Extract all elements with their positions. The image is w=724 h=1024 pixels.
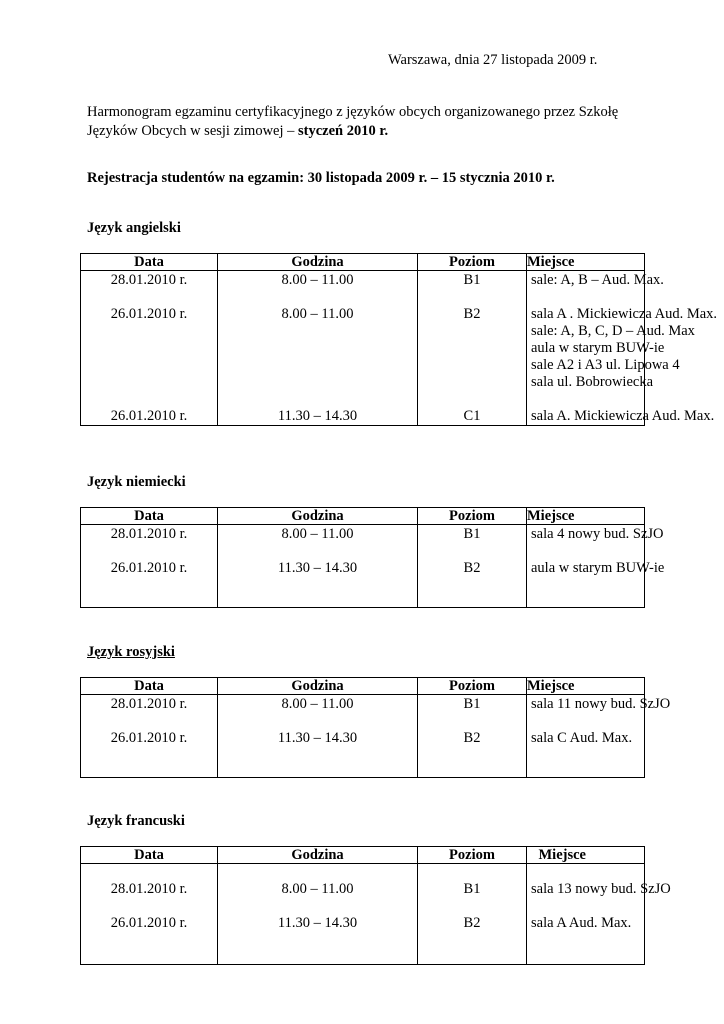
time-cell bbox=[218, 864, 418, 965]
row-place: sale A2 i A3 ul. Lipowa 4 bbox=[531, 357, 680, 373]
row-time: 8.00 – 11.00 bbox=[281, 272, 354, 288]
col-header-level: Poziom bbox=[418, 508, 527, 525]
col-header-place: Miejsce bbox=[527, 847, 645, 864]
row-date: 26.01.2010 r. bbox=[110, 306, 188, 322]
table-header-row bbox=[81, 678, 645, 695]
row-place: aula w starym BUW-ie bbox=[531, 340, 665, 356]
row-level: B2 bbox=[463, 915, 481, 931]
row-level: B1 bbox=[463, 696, 481, 712]
row-place: sala 4 nowy bud. SzJO bbox=[531, 526, 664, 542]
table-body bbox=[81, 525, 645, 608]
row-date: 26.01.2010 r. bbox=[110, 730, 188, 746]
section-title-russian: Język rosyjski bbox=[87, 644, 175, 660]
row-level: B2 bbox=[463, 560, 481, 576]
section-title-french: Język francuski bbox=[87, 813, 185, 829]
row-place: sala C Aud. Max. bbox=[531, 730, 633, 746]
place-cell bbox=[527, 864, 671, 965]
place-cell bbox=[527, 525, 665, 608]
col-header-time: Godzina bbox=[218, 254, 418, 271]
schedule-table-english bbox=[80, 253, 718, 426]
place-cell bbox=[527, 695, 671, 778]
col-header-time: Godzina bbox=[218, 508, 418, 525]
row-level: B1 bbox=[463, 526, 481, 542]
col-header-time: Godzina bbox=[218, 678, 418, 695]
table-body bbox=[81, 864, 645, 965]
col-header-level: Poziom bbox=[418, 254, 527, 271]
row-level: B1 bbox=[463, 881, 481, 897]
time-cell bbox=[218, 525, 418, 608]
date-cell bbox=[81, 695, 218, 778]
row-place: sala ul. Bobrowiecka bbox=[531, 374, 654, 390]
row-time: 11.30 – 14.30 bbox=[277, 730, 358, 746]
level-cell bbox=[418, 864, 527, 965]
place-cell bbox=[527, 271, 718, 426]
col-header-level: Poziom bbox=[418, 847, 527, 864]
col-header-date: Data bbox=[81, 678, 218, 695]
col-header-place: Miejsce bbox=[527, 508, 645, 525]
row-place: aula w starym BUW-ie bbox=[531, 560, 665, 576]
level-cell bbox=[418, 271, 527, 426]
row-date: 28.01.2010 r. bbox=[110, 696, 188, 712]
date-cell bbox=[81, 525, 218, 608]
row-date: 28.01.2010 r. bbox=[110, 881, 188, 897]
table-header-row bbox=[81, 254, 645, 271]
row-time: 8.00 – 11.00 bbox=[281, 526, 354, 542]
section-title-english: Język angielski bbox=[87, 220, 181, 236]
row-time: 8.00 – 11.00 bbox=[281, 696, 354, 712]
col-header-date: Data bbox=[81, 508, 218, 525]
table-header-row bbox=[81, 847, 645, 864]
row-date: 26.01.2010 r. bbox=[110, 408, 188, 424]
registration-info: Rejestracja studentów na egzamin: 30 listopada 2009 r. – 15 stycznia 2010 r. bbox=[87, 170, 555, 186]
row-place: sale: A, B – Aud. Max. bbox=[531, 272, 664, 288]
row-level: C1 bbox=[463, 408, 481, 424]
schedule-table-russian bbox=[80, 677, 671, 778]
row-place: sala A. Mickiewicza Aud. Max. bbox=[531, 408, 715, 424]
row-level: B1 bbox=[463, 272, 481, 288]
row-time: 11.30 – 14.30 bbox=[277, 408, 358, 424]
row-date: 28.01.2010 r. bbox=[110, 272, 188, 288]
date-cell bbox=[81, 271, 218, 426]
table-header-row bbox=[81, 508, 645, 525]
row-place: sala A Aud. Max. bbox=[531, 915, 632, 931]
date-cell bbox=[81, 864, 218, 965]
col-header-time: Godzina bbox=[218, 847, 418, 864]
row-date: 26.01.2010 r. bbox=[110, 560, 188, 576]
level-cell bbox=[418, 525, 527, 608]
row-place: sala 13 nowy bud. SzJO bbox=[531, 881, 671, 897]
row-time: 11.30 – 14.30 bbox=[277, 915, 358, 931]
document-date: Warszawa, dnia 27 listopada 2009 r. bbox=[388, 52, 598, 68]
row-place: sale: A, B, C, D – Aud. Max bbox=[531, 323, 695, 339]
time-cell bbox=[218, 271, 418, 426]
row-level: B2 bbox=[463, 730, 481, 746]
time-cell bbox=[218, 695, 418, 778]
col-header-date: Data bbox=[81, 847, 218, 864]
intro-session: styczeń 2010 r. bbox=[298, 123, 389, 139]
section-title-german: Język niemiecki bbox=[87, 474, 186, 490]
intro-paragraph bbox=[87, 103, 647, 141]
row-date: 26.01.2010 r. bbox=[110, 915, 188, 931]
row-level: B2 bbox=[463, 306, 481, 322]
table-body bbox=[81, 695, 645, 778]
row-date: 28.01.2010 r. bbox=[110, 526, 188, 542]
col-header-date: Data bbox=[81, 254, 218, 271]
level-cell bbox=[418, 695, 527, 778]
row-place: sala 11 nowy bud. SzJO bbox=[531, 696, 671, 712]
col-header-place: Miejsce bbox=[527, 254, 645, 271]
row-time: 8.00 – 11.00 bbox=[281, 881, 354, 897]
row-place: sala A . Mickiewicza Aud. Max. bbox=[531, 306, 718, 322]
intro-text: Harmonogram egzaminu certyfikacyjnego z języków obcych organizowanego przez Szkołę Języków Obcych w sesji zimowej – bbox=[87, 104, 619, 139]
row-time: 8.00 – 11.00 bbox=[281, 306, 354, 322]
col-header-level: Poziom bbox=[418, 678, 527, 695]
row-time: 11.30 – 14.30 bbox=[277, 560, 358, 576]
col-header-place: Miejsce bbox=[527, 678, 645, 695]
table-body bbox=[81, 271, 645, 426]
schedule-table-german bbox=[80, 507, 665, 608]
schedule-table-french bbox=[80, 846, 671, 965]
